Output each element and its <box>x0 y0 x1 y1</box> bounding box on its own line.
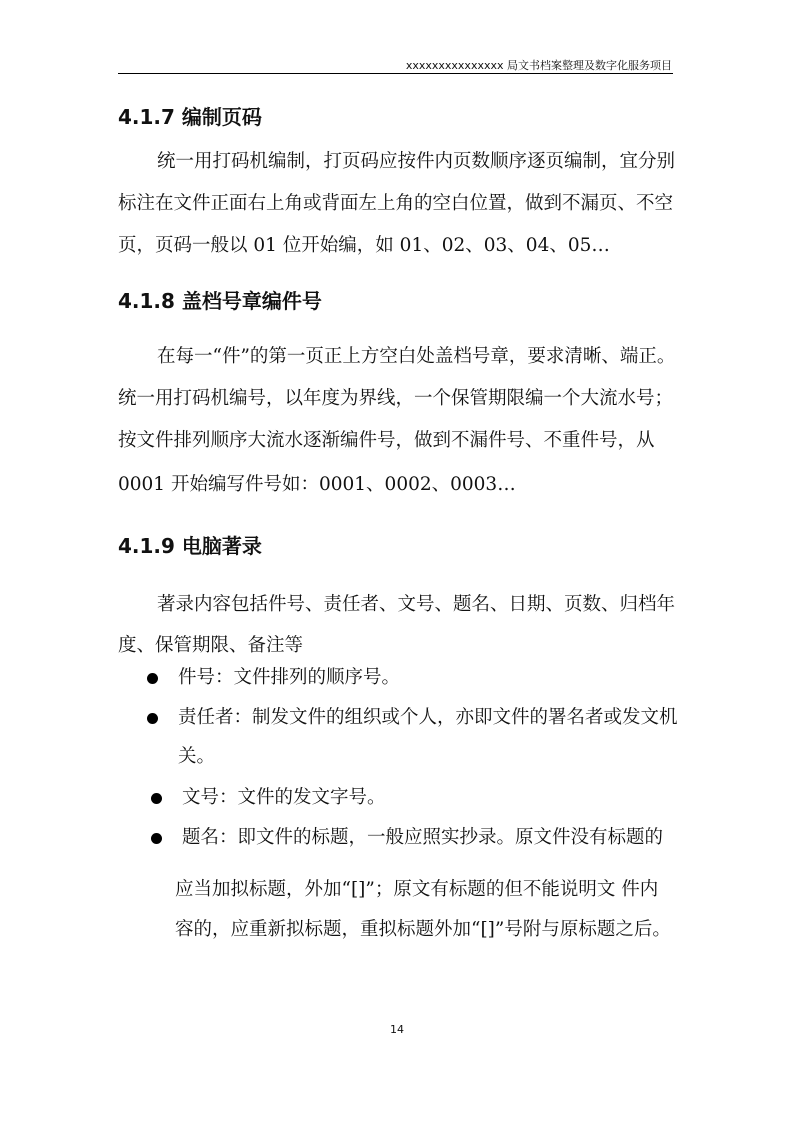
bullet-line: 关。 <box>178 746 216 767</box>
bullet-line: 件号：文件排列的顺序号。 <box>178 667 401 688</box>
section-heading: 4.1.9 电脑著录 <box>118 534 262 558</box>
paragraph-line: 度、保管期限、备注等 <box>118 635 304 656</box>
bullet-icon <box>151 793 162 804</box>
bullet-line: 题名：即文件的标题，一般应照实抄录。原文件没有标题的 <box>182 827 664 848</box>
bullet-line: 责任者：制发文件的组织或个人，亦即文件的署名者或发文机 <box>178 707 678 728</box>
header-rule <box>118 73 673 74</box>
running-header: xxxxxxxxxxxxxxx 局文书档案整理及数字化服务项目 <box>405 59 672 72</box>
paragraph-line: 统一用打码机编制，打页码应按件内页数顺序逐页编制，宜分别 <box>157 151 676 172</box>
bullet-icon <box>147 713 158 724</box>
section-heading: 4.1.7 编制页码 <box>118 105 262 129</box>
paragraph-line: 按文件排列顺序大流水逐渐编件号，做到不漏件号、不重件号，从 <box>118 430 655 451</box>
bullet-line: 应当加拟标题，外加“[]”；原文有标题的但不能说明文 件内 <box>175 879 659 900</box>
paragraph-line: 页，页码一般以 01 位开始编，如 01、02、03、04、05… <box>118 235 610 256</box>
paragraph-line: 在每一“件”的第一页正上方空白处盖档号章，要求清晰、端正。 <box>157 346 676 367</box>
bullet-line: 容的，应重新拟标题，重拟标题外加“[]”号附与原标题之后。 <box>175 919 671 940</box>
section-heading: 4.1.8 盖档号章编件号 <box>118 289 322 313</box>
bullet-icon <box>151 833 162 844</box>
paragraph-line: 著录内容包括件号、责任者、文号、题名、日期、页数、归档年 <box>157 594 676 615</box>
bullet-icon <box>147 673 158 684</box>
paragraph-line: 标注在文件正面右上角或背面左上角的空白位置，做到不漏页、不空 <box>118 193 674 214</box>
paragraph-line: 统一用打码机编号，以年度为界线，一个保管期限编一个大流水号； <box>118 388 674 409</box>
page-number: 14 <box>390 1023 404 1036</box>
bullet-line: 文号：文件的发文字号。 <box>182 787 386 808</box>
paragraph-line: 0001 开始编写件号如：0001、0002、0003… <box>118 474 516 495</box>
